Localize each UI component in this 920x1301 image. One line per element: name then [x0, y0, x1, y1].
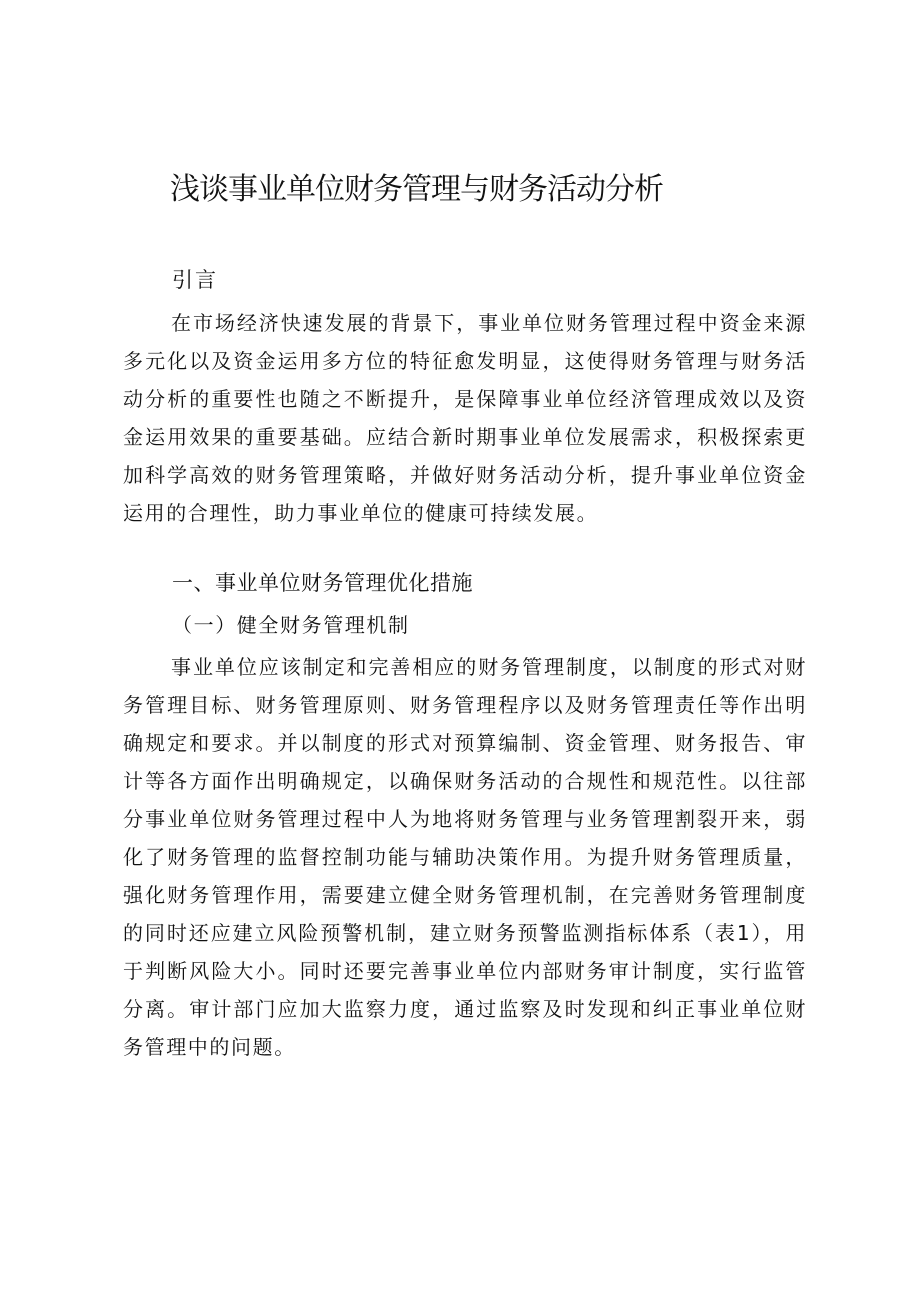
subsection-heading: （一）健全财务管理机制 [172, 613, 410, 637]
section-heading: 一、事业单位财务管理优化措施 [172, 571, 473, 595]
body-paragraph: 事业单位应该制定和完善相应的财务管理制度，以制度的形式对财务管理目标、财务管理原则、财务管理程序以及财务管理责任等作出明确规定和要求。并以制度的形式对预算编制、资金管理、财务报告、审计等各方面作出明确规定，以确保财务活动的合规性和规范性。以往部分事业单位财务管理过程中人为地将财务管理与业务管理割裂开来，弱化了财务管理的监督控制功能与辅助决策作用。为提升财务管理质量，强化财务管理作用，需要建立健全财务管理机制，在完善财务管理制度的同时还应建立风险预警机制，建立财务预警监测指标体系（表1），用于判断风险大小。同时还要完善事业单位内部财务审计制度，实行监管分离。审计部门应加大监察力度，通过监察及时发现和纠正事业单位财务管理中的问题。 [123, 655, 807, 1059]
document-title: 浅谈事业单位财务管理与财务活动分析 [170, 172, 663, 207]
intro-label: 引言 [172, 268, 218, 292]
intro-paragraph: 在市场经济快速发展的背景下，事业单位财务管理过程中资金来源多元化以及资金运用多方位的特征愈发明显，这使得财务管理与财务活动分析的重要性也随之不断提升，是保障事业单位经济管理成效以及资金运用效果的重要基础。应结合新时期事业单位发展需求，积极探索更加科学高效的财务管理策略，并做好财务活动分析，提升事业单位资金运用的合理性，助力事业单位的健康可持续发展。 [123, 311, 807, 525]
